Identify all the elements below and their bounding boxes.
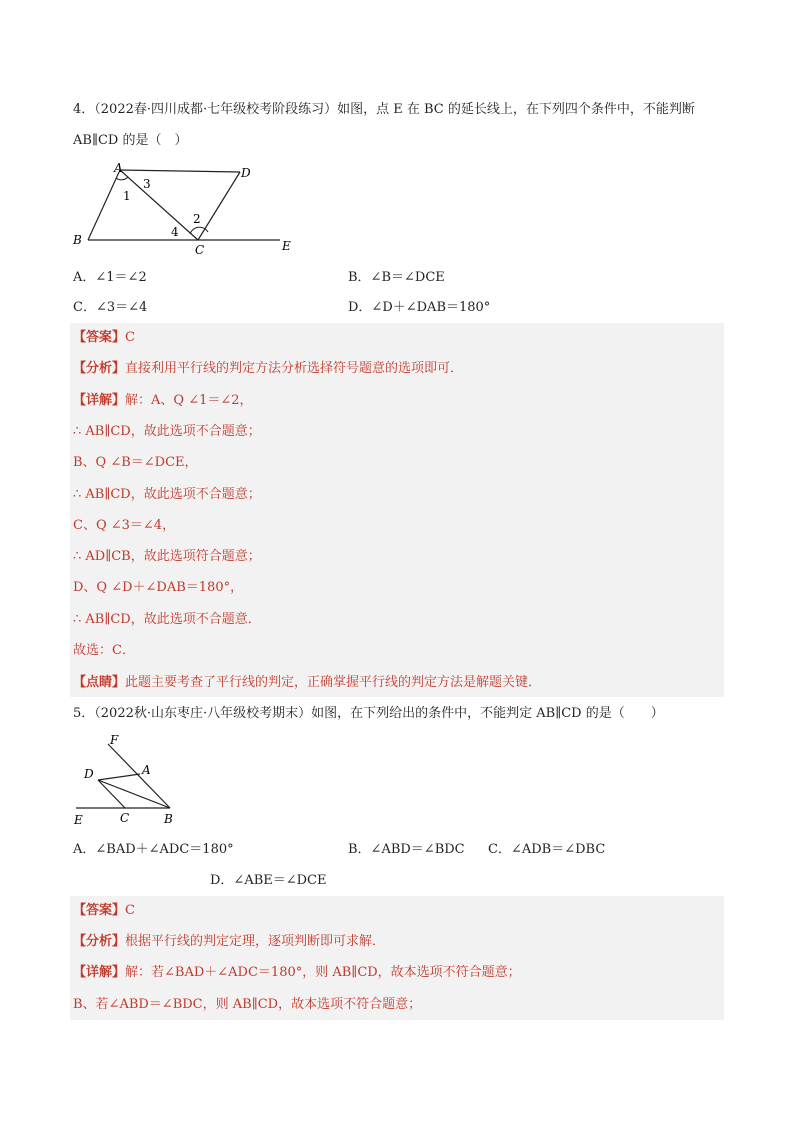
q4-stem-line2: AB∥CD 的是（ ） — [73, 133, 188, 148]
q5-detail-row-1: B、若∠ABD＝∠BDC，则 AB∥CD，故本选项不符合题意； — [73, 997, 422, 1012]
q5-label-b: B — [164, 812, 173, 826]
q5-answer-tag: 【答案】 — [73, 903, 126, 918]
q4-detail-row-4: C、Q ∠3＝∠4， — [73, 518, 176, 533]
q4-label-a: A — [114, 161, 123, 175]
q5-detail-tag: 【详解】 — [73, 965, 126, 980]
q5-detail-row-0 — [73, 963, 521, 983]
q4-seg-ad — [120, 170, 240, 172]
q4-detail-row-1: ∴ AB∥CD，故此选项不合题意； — [73, 424, 261, 439]
q5-answer: C — [125, 903, 135, 918]
q5-analysis-tag: 【分析】 — [73, 934, 126, 949]
q4-answer-tag: 【答案】 — [73, 330, 126, 345]
q4-detail-row-2: B、Q ∠B＝∠DCE， — [73, 455, 198, 470]
q5-analysis-row — [73, 932, 385, 952]
q5-seg-da — [98, 774, 140, 780]
q4-label-b: B — [73, 233, 82, 247]
q5-stem-line1: 5．（2022秋·山东枣庄·八年级校考期末）如图，在下列给出的条件中，不能判定 AB∥CD 的是（ ） — [73, 706, 664, 721]
q4-seg-cd — [198, 172, 240, 240]
q5-label-a: A — [142, 763, 151, 777]
q4-points: 此题主要考查了平行线的判定，正确掌握平行线的判定方法是解题关键． — [125, 675, 542, 690]
q5-analysis: 根据平行线的判定定理，逐项判断即可求解． — [125, 934, 386, 949]
q4-detail-row-3: ∴ AB∥CD，故此选项不合题意； — [73, 487, 261, 502]
q4-label-2: 2 — [193, 212, 201, 226]
q4-solution-box — [70, 323, 724, 697]
q5-figure — [70, 730, 190, 830]
q5-answer-row — [73, 901, 135, 921]
q4-label-d: D — [241, 166, 251, 180]
q4-detail-tag: 【详解】 — [73, 393, 126, 408]
q4-answer: C — [125, 330, 135, 345]
q5-option-c: C．∠ADB＝∠DBC — [488, 842, 606, 857]
q4-detail-row-8: 故选：C． — [73, 643, 135, 658]
q4-detail-row-5: ∴ AD∥CB，故此选项符合题意； — [73, 549, 261, 564]
q4-option-c: C．∠3＝∠4 — [73, 300, 148, 315]
q4-angle-arc-a — [116, 177, 128, 180]
q4-stem-line1: 4．（2022春·四川成都·七年级校考阶段练习）如图，点 E 在 BC 的延长线上，在下列四个条件中，不能判断 — [73, 102, 695, 117]
q4-points-row — [73, 673, 541, 693]
q4-label-c: C — [195, 243, 205, 257]
q4-detail-row-6: D、Q ∠D＋∠DAB＝180°， — [73, 580, 244, 595]
q5-label-c: C — [120, 811, 130, 825]
q4-option-d: D．∠D＋∠DAB＝180° — [348, 300, 491, 315]
q4-points-tag: 【点睛】 — [73, 675, 126, 690]
q4-option-a: A．∠1＝∠2 — [73, 270, 147, 285]
q4-label-3: 3 — [143, 177, 151, 191]
q4-figure — [70, 160, 310, 260]
q4-detail-row-7: ∴ AB∥CD，故此选项不合题意． — [73, 612, 261, 627]
q4-analysis: 直接利用平行线的判定方法分析选择符号题意的选项即可． — [125, 361, 464, 376]
q4-seg-ac — [120, 170, 198, 240]
q5-detail-line: 解：若∠BAD＋∠ADC＝180°，则 AB∥CD，故本选项不符合题意； — [125, 965, 521, 980]
q4-option-b: B．∠B＝∠DCE — [348, 270, 445, 285]
q4-label-e: E — [282, 239, 291, 253]
q5-option-b: B．∠ABD＝∠BDC — [348, 842, 465, 857]
q5-label-f: F — [110, 733, 119, 747]
q4-label-4: 4 — [171, 225, 179, 239]
q4-seg-ab — [88, 170, 120, 240]
q4-analysis-row — [73, 359, 463, 379]
q5-seg-dc — [98, 780, 125, 808]
q5-label-e: E — [74, 813, 83, 827]
q4-answer-row — [73, 328, 135, 348]
q4-detail-line: 解：A、Q ∠1＝∠2， — [125, 393, 253, 408]
q5-seg-fb — [108, 744, 170, 808]
q4-detail-row-0 — [73, 391, 253, 411]
q5-option-a: A．∠BAD＋∠ADC＝180° — [73, 842, 234, 857]
q5-label-d: D — [84, 767, 94, 781]
q5-option-d: D．∠ABE＝∠DCE — [210, 873, 327, 888]
q4-analysis-tag: 【分析】 — [73, 361, 126, 376]
q4-label-1: 1 — [123, 189, 131, 203]
q5-seg-db — [98, 780, 170, 808]
